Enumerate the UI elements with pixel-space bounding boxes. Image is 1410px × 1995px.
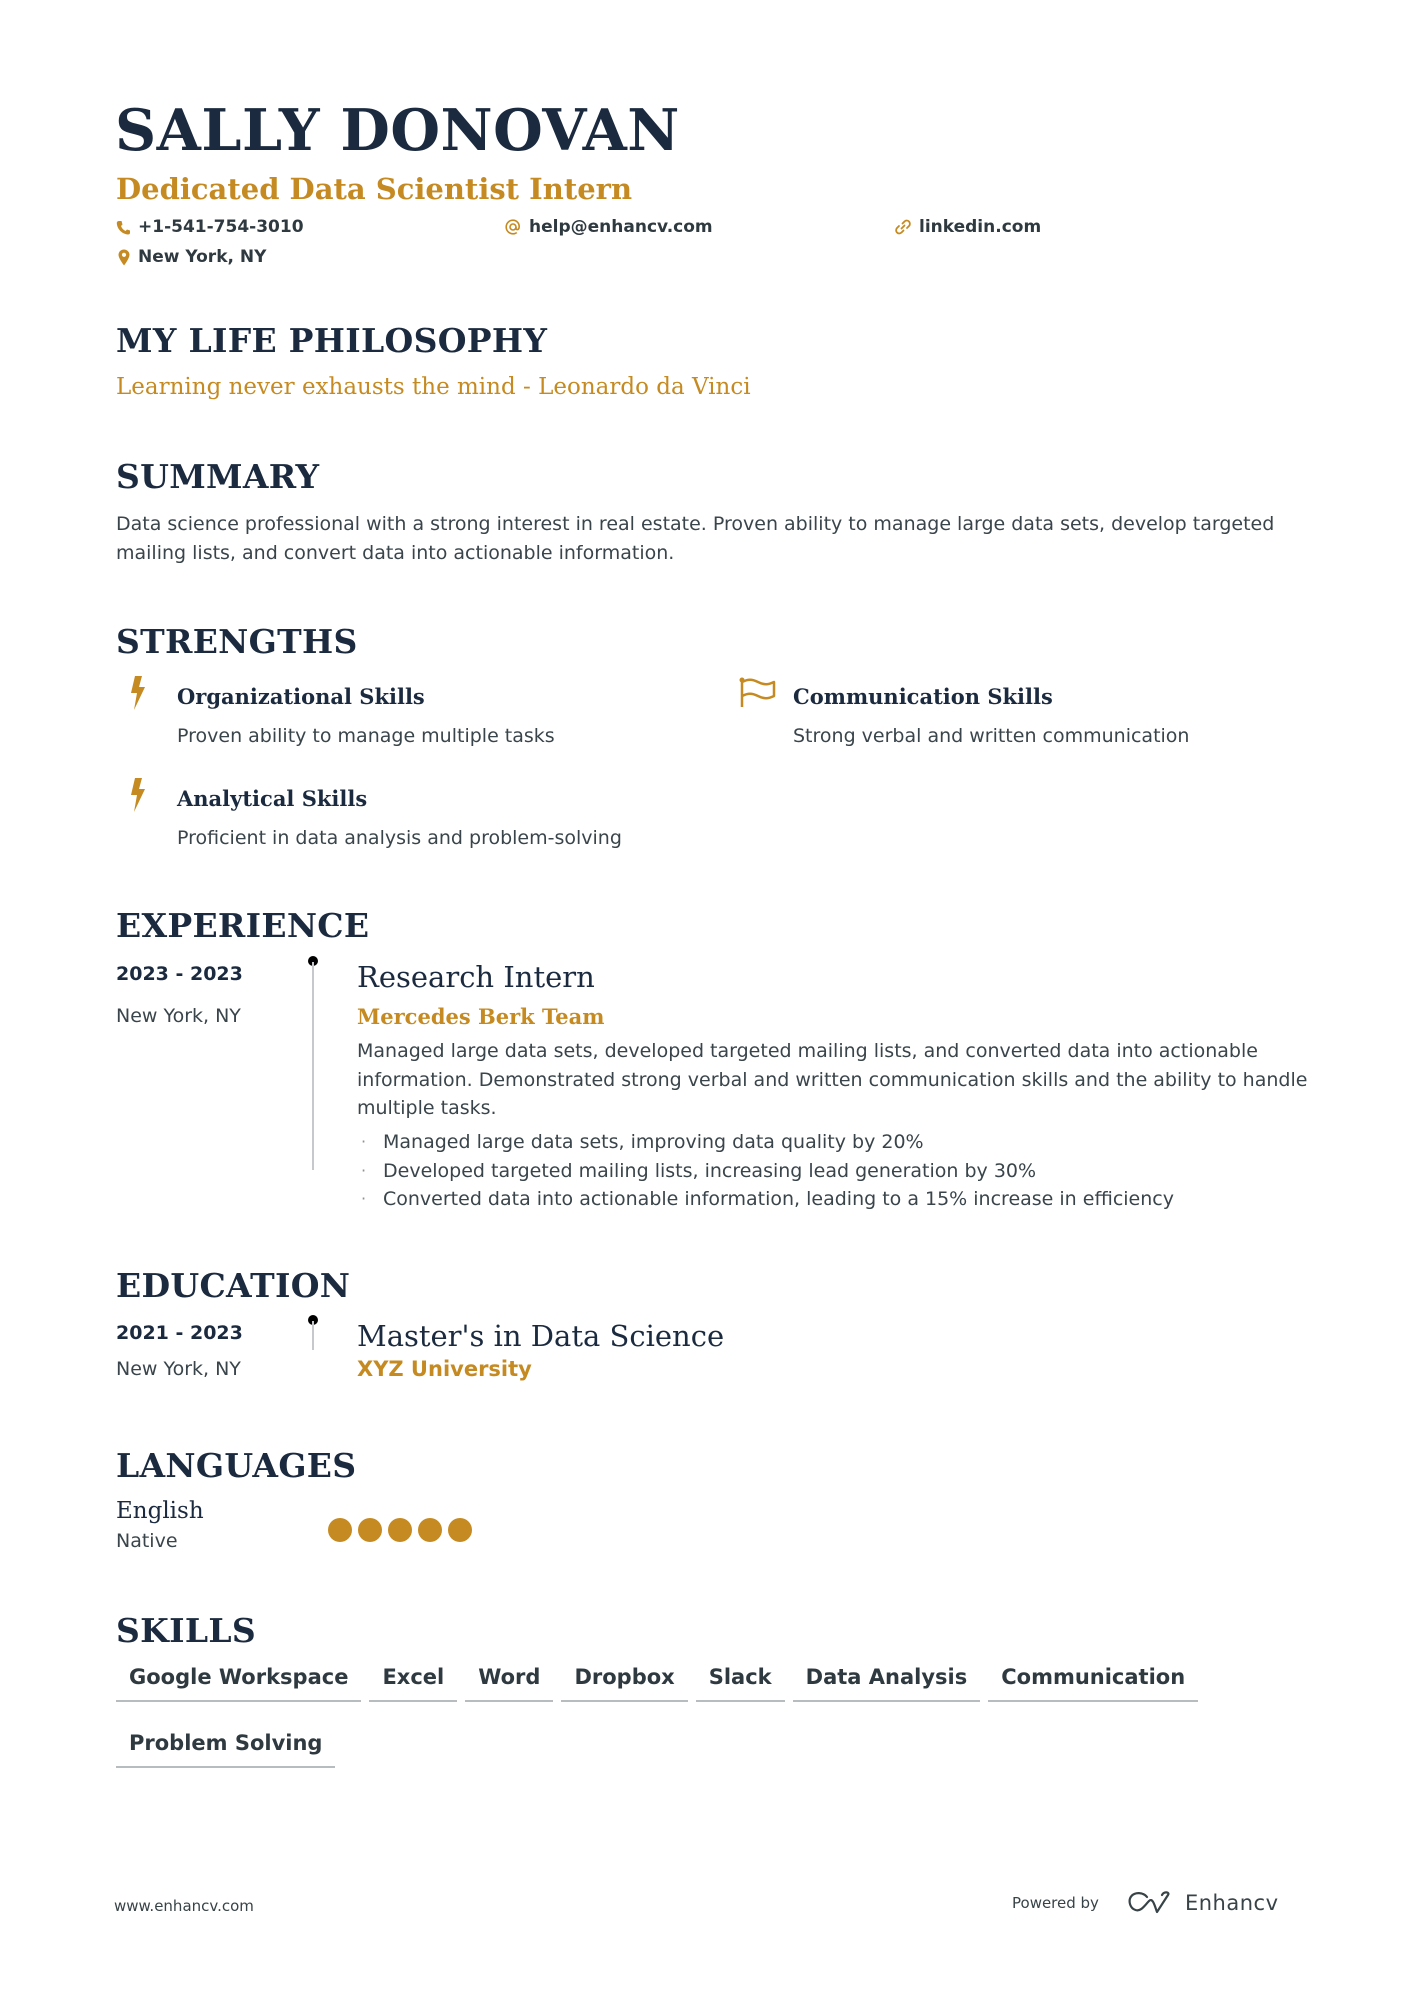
linkedin-link[interactable]: linkedin.com [919, 217, 1042, 237]
contact-linkedin [895, 217, 1041, 237]
phone-number[interactable]: +1-541-754-3010 [138, 217, 304, 237]
brand-name: Enhancv [1184, 1891, 1279, 1915]
rating-dot-filled [418, 1518, 442, 1542]
location-text: New York, NY [138, 247, 267, 267]
job-company: Mercedes Berk Team [357, 1004, 605, 1029]
phone-icon [116, 220, 130, 235]
strength-icon-wrap [126, 778, 150, 816]
section-heading-skills: SKILLS [116, 1611, 256, 1650]
education-dates: 2021 - 2023 [116, 1322, 243, 1344]
skill-tag: Word [465, 1662, 553, 1702]
strength-title: Analytical Skills [177, 786, 368, 811]
candidate-name: SALLY DONOVAN [115, 97, 680, 164]
rating-dot-filled [358, 1518, 382, 1542]
experience-location: New York, NY [116, 1005, 241, 1027]
language-name: English [116, 1498, 204, 1524]
strength-description: Strong verbal and written communication [793, 725, 1190, 747]
skill-tag: Slack [696, 1662, 785, 1702]
skill-tag: Dropbox [561, 1662, 687, 1702]
job-role: Research Intern [357, 960, 595, 994]
education-degree: Master's in Data Science [357, 1319, 725, 1353]
job-bullet: · Managed large data sets, improving data quality by 20% [357, 1128, 1174, 1157]
strength-icon-wrap [126, 676, 150, 714]
link-icon [895, 219, 911, 235]
strength-title: Organizational Skills [177, 684, 425, 709]
flag-icon [738, 676, 778, 708]
job-bullet: · Developed targeted mailing lists, increasing lead generation by 30% [357, 1157, 1174, 1186]
footer-website[interactable]: www.enhancv.com [114, 1897, 254, 1915]
job-bullets [357, 1128, 1174, 1214]
education-location: New York, NY [116, 1358, 241, 1380]
job-description: Managed large data sets, developed targeted mailing lists, and converted data into actionable information. Demonstrated strong verbal and written communication skills and the ability to handle multiple tasks. [357, 1040, 1308, 1119]
enhancv-logo-icon [1127, 1891, 1173, 1915]
location-pin-icon [118, 249, 130, 266]
language-level: Native [116, 1530, 178, 1552]
at-icon [505, 219, 521, 235]
experience-dates: 2023 - 2023 [116, 963, 243, 985]
timeline-line [312, 962, 314, 1170]
language-rating [328, 1518, 472, 1542]
strength-description: Proficient in data analysis and problem-solving [177, 827, 622, 849]
summary-text: Data science professional with a strong interest in real estate. Proven ability to manage large data sets, develop targeted mailing lists, and convert data into actionable information. [116, 513, 1275, 564]
section-heading-languages: LANGUAGES [116, 1446, 357, 1485]
job-bullet: · Converted data into actionable information, leading to a 15% increase in efficiency [357, 1185, 1174, 1214]
section-heading-philosophy: MY LIFE PHILOSOPHY [116, 321, 548, 360]
powered-by-label: Powered by [1012, 1894, 1099, 1912]
contact-email [505, 217, 713, 237]
section-heading-summary: SUMMARY [116, 457, 320, 496]
timeline-line [312, 1321, 314, 1350]
rating-dot-filled [448, 1518, 472, 1542]
section-heading-experience: EXPERIENCE [116, 906, 370, 945]
skill-tag: Excel [369, 1662, 457, 1702]
strength-description: Proven ability to manage multiple tasks [177, 725, 555, 747]
candidate-title: Dedicated Data Scientist Intern [116, 172, 633, 206]
skill-tag: Google Workspace [116, 1662, 361, 1702]
section-heading-education: EDUCATION [116, 1266, 351, 1305]
brand-logo[interactable] [1127, 1891, 1279, 1915]
lightning-icon [126, 778, 150, 812]
skill-tag: Problem Solving [116, 1728, 335, 1768]
skills-list [116, 1662, 1316, 1768]
footer-branding [1012, 1891, 1279, 1915]
lightning-icon [126, 676, 150, 710]
skill-tag: Communication [988, 1662, 1198, 1702]
education-school: XYZ University [357, 1357, 532, 1381]
section-heading-strengths: STRENGTHS [116, 622, 358, 661]
philosophy-quote: Learning never exhausts the mind - Leonardo da Vinci [116, 374, 751, 400]
contact-location [118, 247, 266, 267]
contact-phone [116, 217, 304, 237]
strength-icon-wrap [738, 676, 778, 712]
skill-tag: Data Analysis [793, 1662, 981, 1702]
rating-dot-filled [388, 1518, 412, 1542]
email-address[interactable]: help@enhancv.com [529, 217, 713, 237]
strength-title: Communication Skills [793, 684, 1053, 709]
rating-dot-filled [328, 1518, 352, 1542]
